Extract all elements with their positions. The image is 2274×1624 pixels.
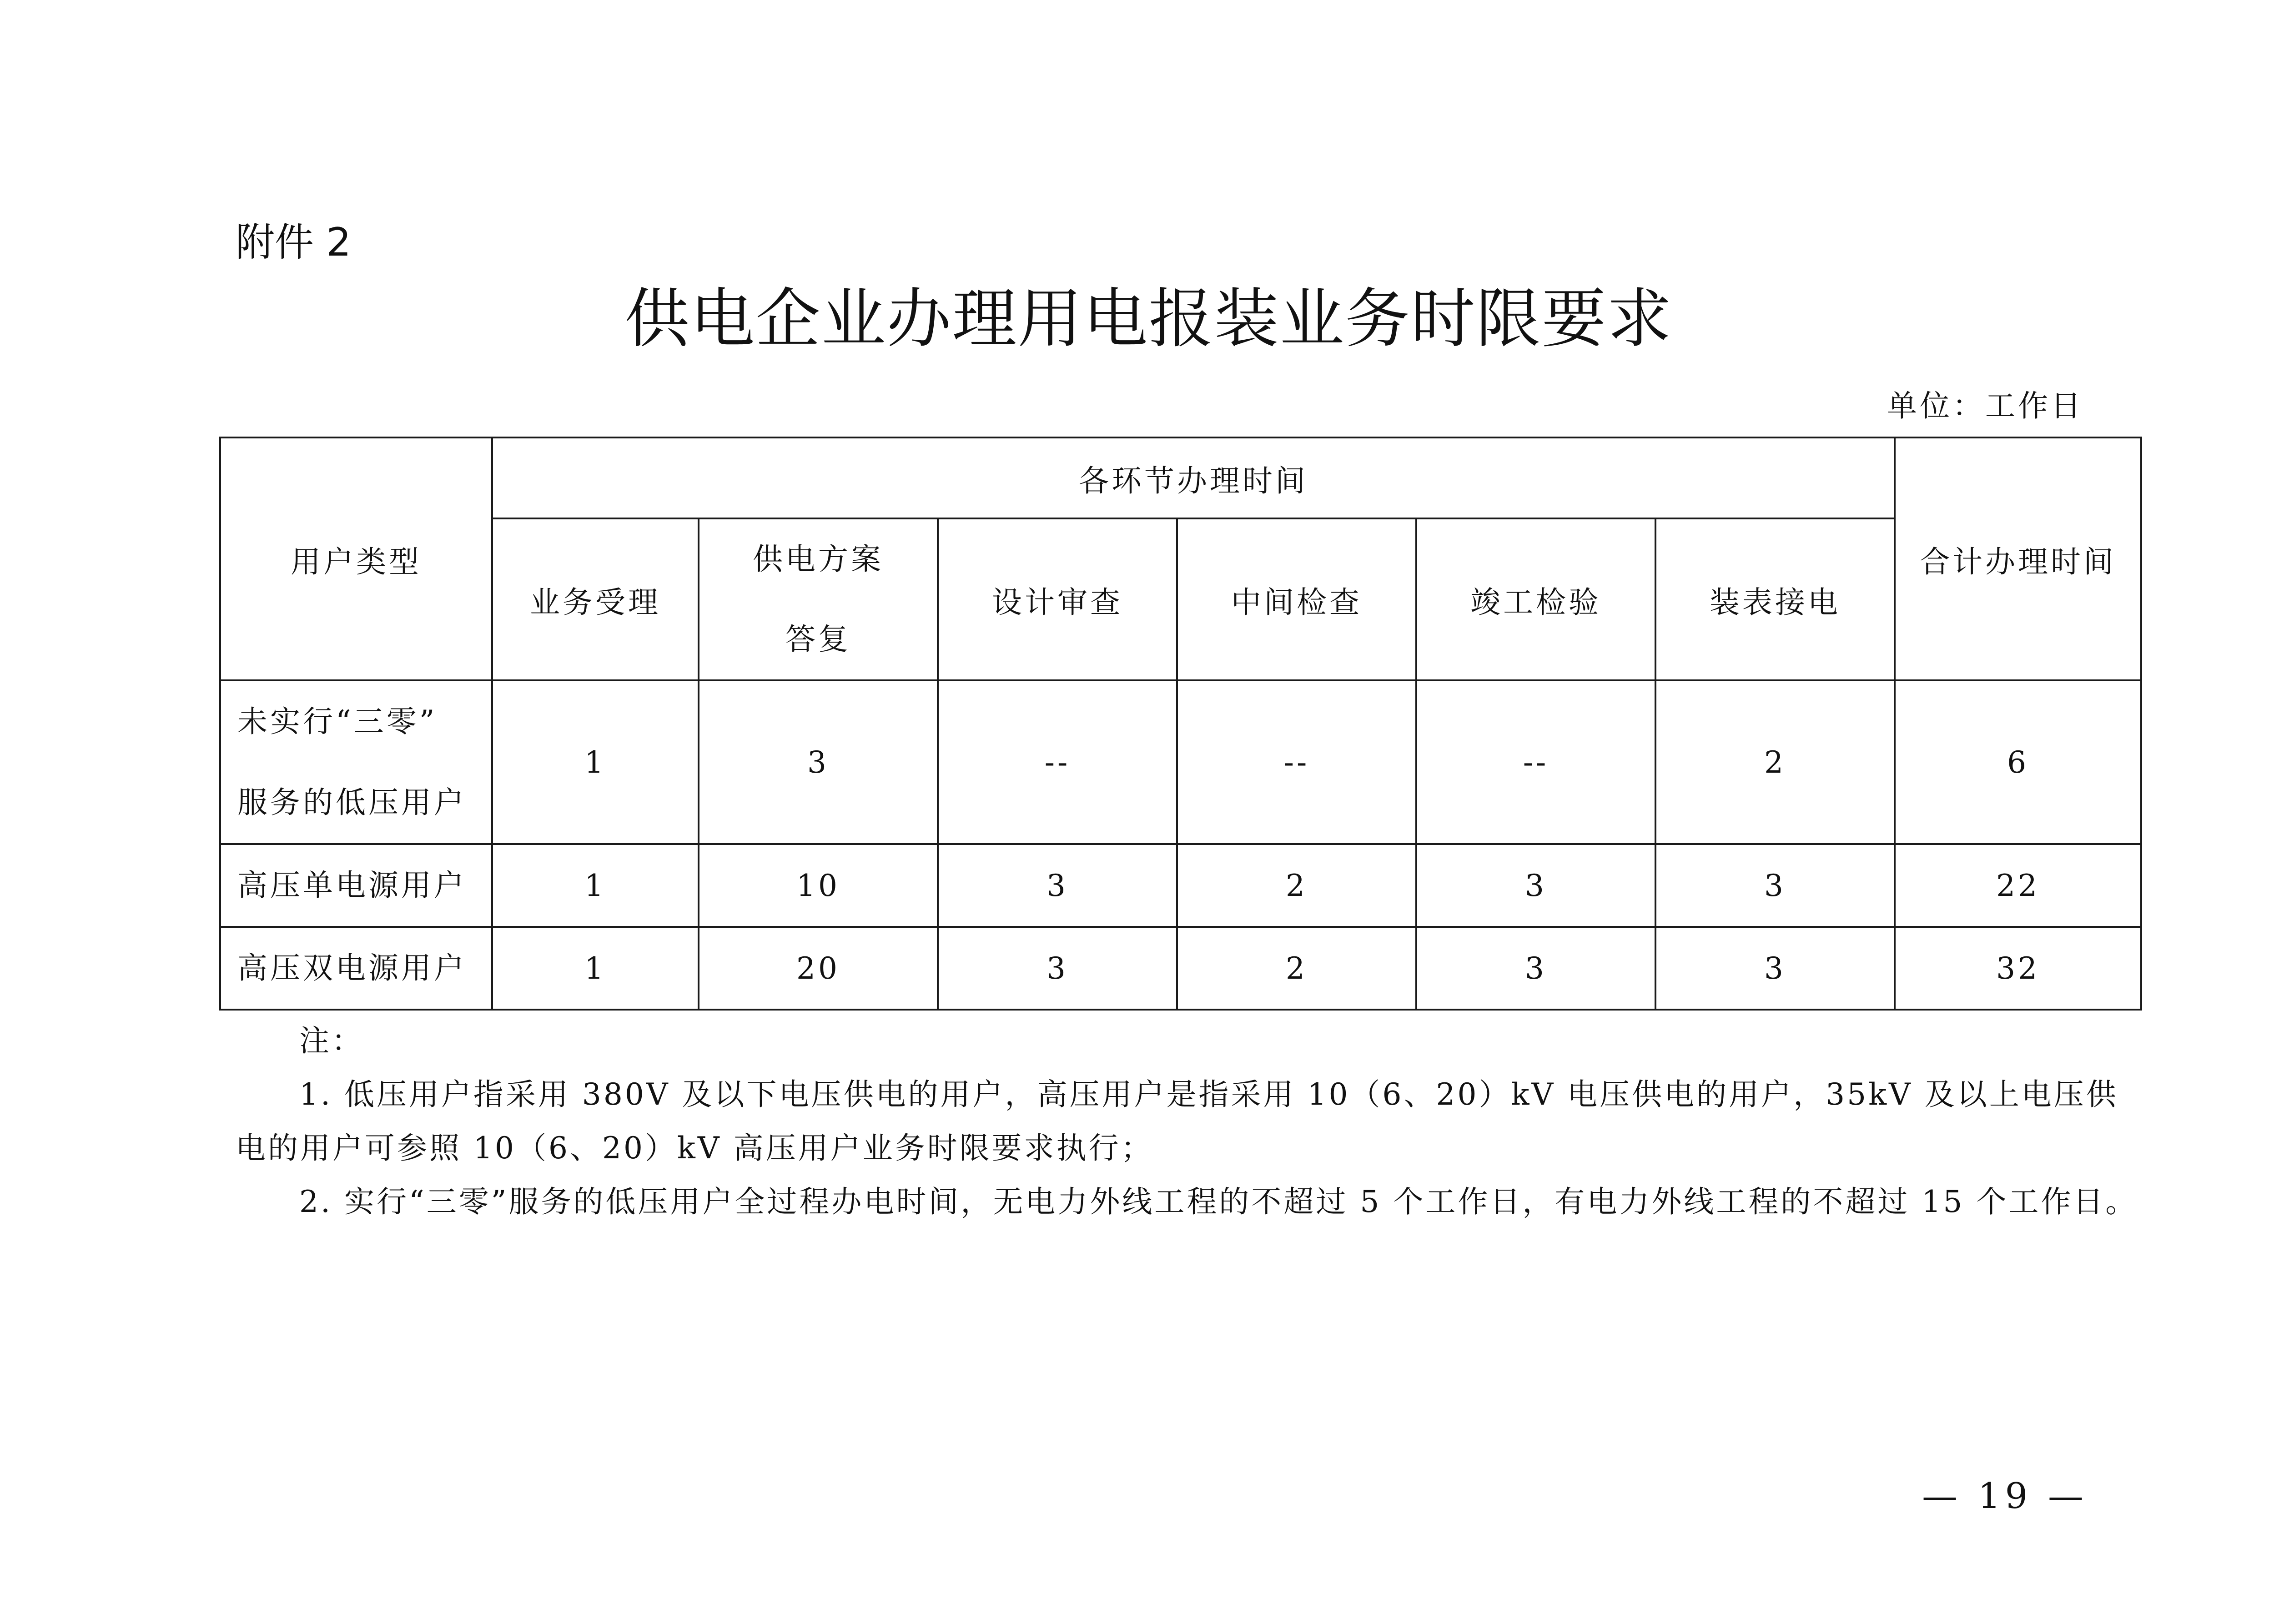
cell-total: 22 (1895, 844, 2141, 927)
cell-value: 3 (1416, 844, 1655, 927)
table-row (220, 844, 2141, 927)
cell-value: 2 (1177, 927, 1416, 1010)
page-number: — 19 — (1922, 1476, 2088, 1517)
note-item-1: 1. 低压用户指采用 380V 及以下电压供电的用户，高压用户是指采用 10（6、20）kV 电压供电的用户，35kV 及以上电压供电的用户可参照 10（6、20）kV 高压用户业务时限要求执行； (236, 1077, 2118, 1166)
header-stage-mid-inspection: 中间检查 (1177, 518, 1416, 680)
header-row-main (220, 437, 2141, 518)
header-user-type: 用户类型 (220, 437, 492, 680)
cell-value: 3 (1416, 927, 1655, 1010)
cell-value: 2 (1177, 844, 1416, 927)
cell-value: 3 (699, 680, 938, 844)
cell-value: 1 (492, 844, 699, 927)
cell-value: -- (1416, 680, 1655, 844)
notes-section (236, 1014, 2141, 1229)
unit-label: 单位：工作日 (1887, 388, 2083, 423)
header-stage-design-review: 设计审查 (938, 518, 1177, 680)
cell-value: 2 (1655, 680, 1895, 844)
header-stage-meter-install: 装表接电 (1655, 518, 1895, 680)
row-user-type: 高压双电源用户 (220, 927, 492, 1010)
cell-value: -- (1177, 680, 1416, 844)
header-total-time: 合计办理时间 (1895, 437, 2141, 680)
header-stage-completion-inspection: 竣工检验 (1416, 518, 1655, 680)
attachment-label: 附件 2 (236, 220, 352, 265)
time-limit-table (219, 437, 2142, 1011)
document-title: 供电企业办理用电报装业务时限要求 (624, 282, 1673, 357)
cell-value: 1 (492, 927, 699, 1010)
cell-value: 1 (492, 680, 699, 844)
cell-value: 3 (938, 844, 1177, 927)
row-user-type: 高压单电源用户 (220, 844, 492, 927)
header-stage-acceptance: 业务受理 (492, 518, 699, 680)
cell-value: -- (938, 680, 1177, 844)
note-item-2: 2. 实行“三零”服务的低压用户全过程办电时间，无电力外线工程的不超过 5 个工作日，有电力外线工程的不超过 15 个工作日。 (299, 1184, 2138, 1219)
notes-heading: 注： (299, 1023, 364, 1058)
cell-total: 32 (1895, 927, 2141, 1010)
table-row (220, 927, 2141, 1010)
table-row (220, 680, 2141, 844)
cell-value: 20 (699, 927, 938, 1010)
header-row-stages (220, 518, 2141, 680)
cell-value: 3 (1655, 844, 1895, 927)
row-user-type: 未实行“三零” 服务的低压用户 (220, 680, 492, 844)
cell-value: 3 (938, 927, 1177, 1010)
cell-value: 10 (699, 844, 938, 927)
header-stage-supply-plan: 供电方案 答复 (699, 518, 938, 680)
header-stage-group: 各环节办理时间 (492, 437, 1895, 518)
cell-value: 3 (1655, 927, 1895, 1010)
cell-total: 6 (1895, 680, 2141, 844)
